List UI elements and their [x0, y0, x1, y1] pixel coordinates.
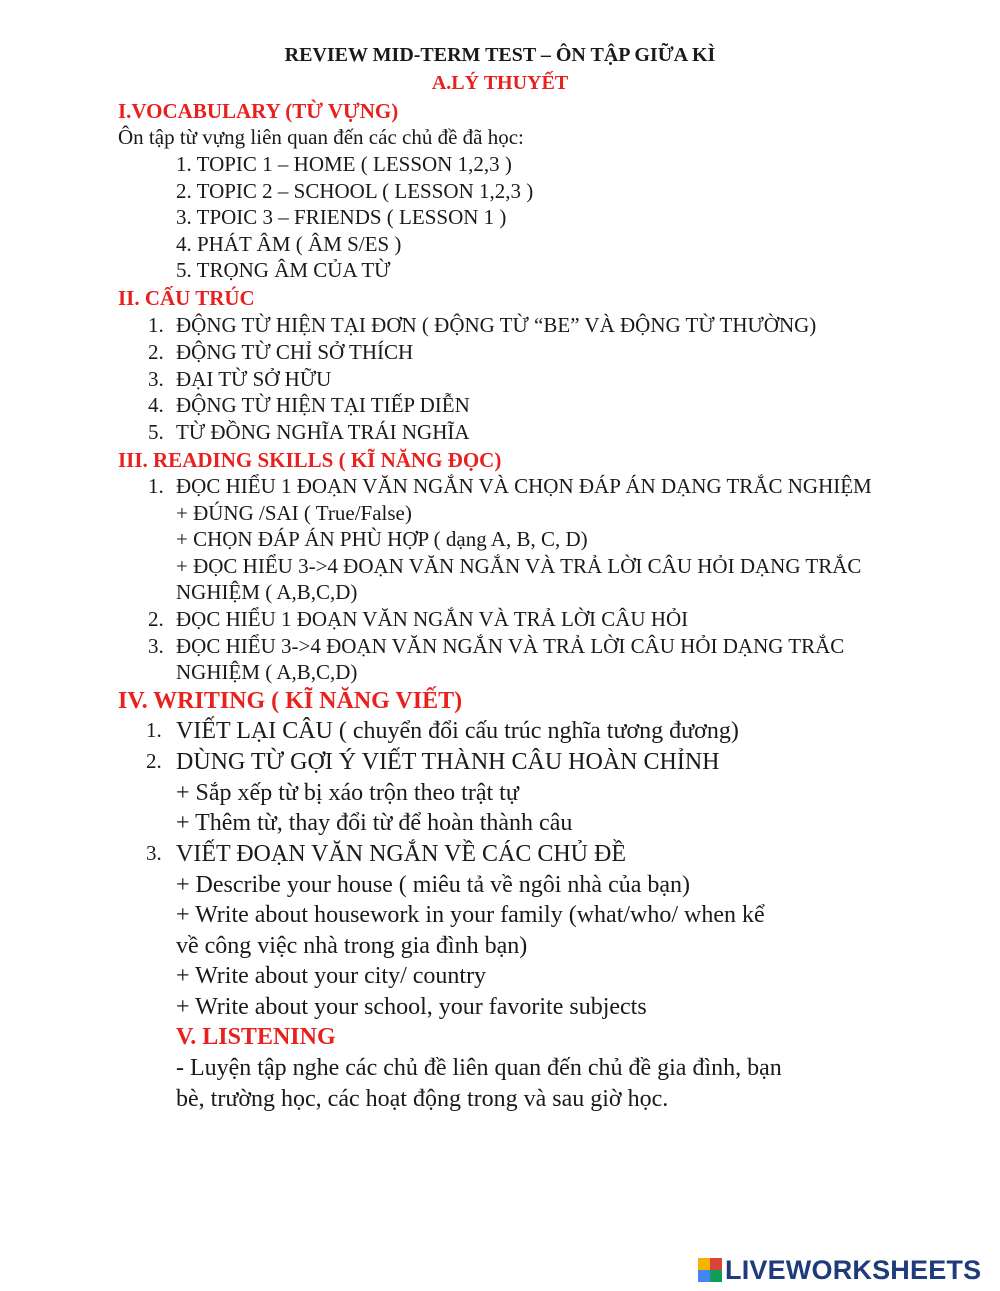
structure-number: 2. [148, 340, 164, 364]
writing-item: VIẾT LẠI CÂU ( chuyển đổi cấu trúc nghĩa tương đương) [176, 718, 739, 744]
structure-item: ĐỘNG TỪ CHỈ SỞ THÍCH [176, 340, 414, 364]
writing-subitem: + Sắp xếp từ bị xáo trộn theo trật tự [176, 780, 519, 806]
reading-item: ĐỌC HIỂU 3->4 ĐOẠN VĂN NGẮN VÀ TRẢ LỜI CÂU HỎI DẠNG TRẮC [176, 634, 845, 658]
writing-item: DÙNG TỪ GỢI Ý VIẾT THÀNH CÂU HOÀN CHỈNH [176, 749, 720, 775]
reading-number: 2. [148, 607, 164, 631]
reading-item-continued: NGHIỆM ( A,B,C,D) [176, 660, 358, 684]
liveworksheets-logo[interactable] [698, 1252, 981, 1288]
writing-subitem: + Describe your house ( miêu tả về ngôi nhà của bạn) [176, 872, 691, 898]
writing-number: 2. [146, 749, 162, 773]
writing-subitem: + Thêm từ, thay đổi từ để hoàn thành câu [176, 810, 573, 836]
structure-item: ĐẠI TỪ SỞ HỮU [176, 367, 332, 391]
listening-text: bè, trường học, các hoạt động trong và sau giờ học. [176, 1086, 669, 1112]
reading-subitem: + ĐỌC HIỂU 3->4 ĐOẠN VĂN NGẮN VÀ TRẢ LỜI CÂU HỎI DẠNG TRẮC [176, 554, 862, 578]
structure-item: ĐỘNG TỪ HIỆN TẠI TIẾP DIỄN [176, 393, 470, 417]
reading-subitem: + CHỌN ĐÁP ÁN PHÙ HỢP ( dạng A, B, C, D) [176, 527, 588, 551]
reading-heading: III. READING SKILLS ( KĨ NĂNG ĐỌC) [118, 448, 502, 472]
writing-subitem: + Write about your city/ country [176, 963, 487, 989]
reading-subitem: + ĐÚNG /SAI ( True/False) [176, 501, 412, 525]
brand-name: LIVEWORKSHEETS [725, 1254, 982, 1285]
structure-item: ĐỘNG TỪ HIỆN TẠI ĐƠN ( ĐỘNG TỪ “BE” VÀ ĐỘNG TỪ THƯỜNG) [176, 313, 817, 337]
page-subtitle: A.LÝ THUYẾT [431, 72, 569, 94]
listening-heading: V. LISTENING [176, 1024, 336, 1050]
structure-number: 3. [148, 367, 164, 391]
listening-text: - Luyện tập nghe các chủ đề liên quan đến chủ đề gia đình, bạn [176, 1055, 782, 1081]
vocabulary-item: 3. TPOIC 3 – FRIENDS ( LESSON 1 ) [176, 205, 507, 229]
writing-number: 3. [146, 841, 162, 865]
writing-number: 1. [146, 718, 162, 742]
reading-subitem: NGHIỆM ( A,B,C,D) [176, 580, 358, 604]
vocabulary-intro: Ôn tập từ vựng liên quan đến các chủ đề đã học: [118, 125, 524, 149]
vocabulary-item: 2. TOPIC 2 – SCHOOL ( LESSON 1,2,3 ) [176, 179, 534, 203]
structure-item: TỪ ĐỒNG NGHĨA TRÁI NGHĨA [176, 420, 470, 444]
reading-number: 1. [148, 474, 164, 498]
writing-subitem: về công việc nhà trong gia đình bạn) [176, 933, 528, 959]
writing-item: VIẾT ĐOẠN VĂN NGẮN VỀ CÁC CHỦ ĐỀ [176, 841, 626, 867]
vocabulary-heading: I.VOCABULARY (TỪ VỰNG) [118, 99, 399, 123]
writing-subitem: + Write about housework in your family (what/who/ when kể [176, 902, 765, 928]
vocabulary-item: 5. TRỌNG ÂM CỦA TỪ [176, 258, 391, 282]
writing-subitem: + Write about your school, your favorite subjects [176, 994, 647, 1020]
reading-number: 3. [148, 634, 164, 658]
reading-item: ĐỌC HIỂU 1 ĐOẠN VĂN NGẮN VÀ TRẢ LỜI CÂU HỎI [176, 607, 689, 631]
structure-number: 5. [148, 420, 164, 444]
liveworksheets-mark-icon [698, 1258, 722, 1282]
vocabulary-item: 4. PHÁT ÂM ( ÂM S/ES ) [176, 232, 402, 256]
page-title: REVIEW MID-TERM TEST – ÔN TẬP GIỮA KÌ [284, 44, 716, 66]
structure-heading: II. CẤU TRÚC [118, 286, 255, 310]
structure-number: 4. [148, 393, 164, 417]
writing-heading: IV. WRITING ( KĨ NĂNG VIẾT) [118, 688, 463, 714]
reading-item: ĐỌC HIỂU 1 ĐOẠN VĂN NGẮN VÀ CHỌN ĐÁP ÁN DẠNG TRẮC NGHIỆM [176, 474, 872, 498]
structure-number: 1. [148, 313, 164, 337]
vocabulary-item: 1. TOPIC 1 – HOME ( LESSON 1,2,3 ) [176, 152, 512, 176]
